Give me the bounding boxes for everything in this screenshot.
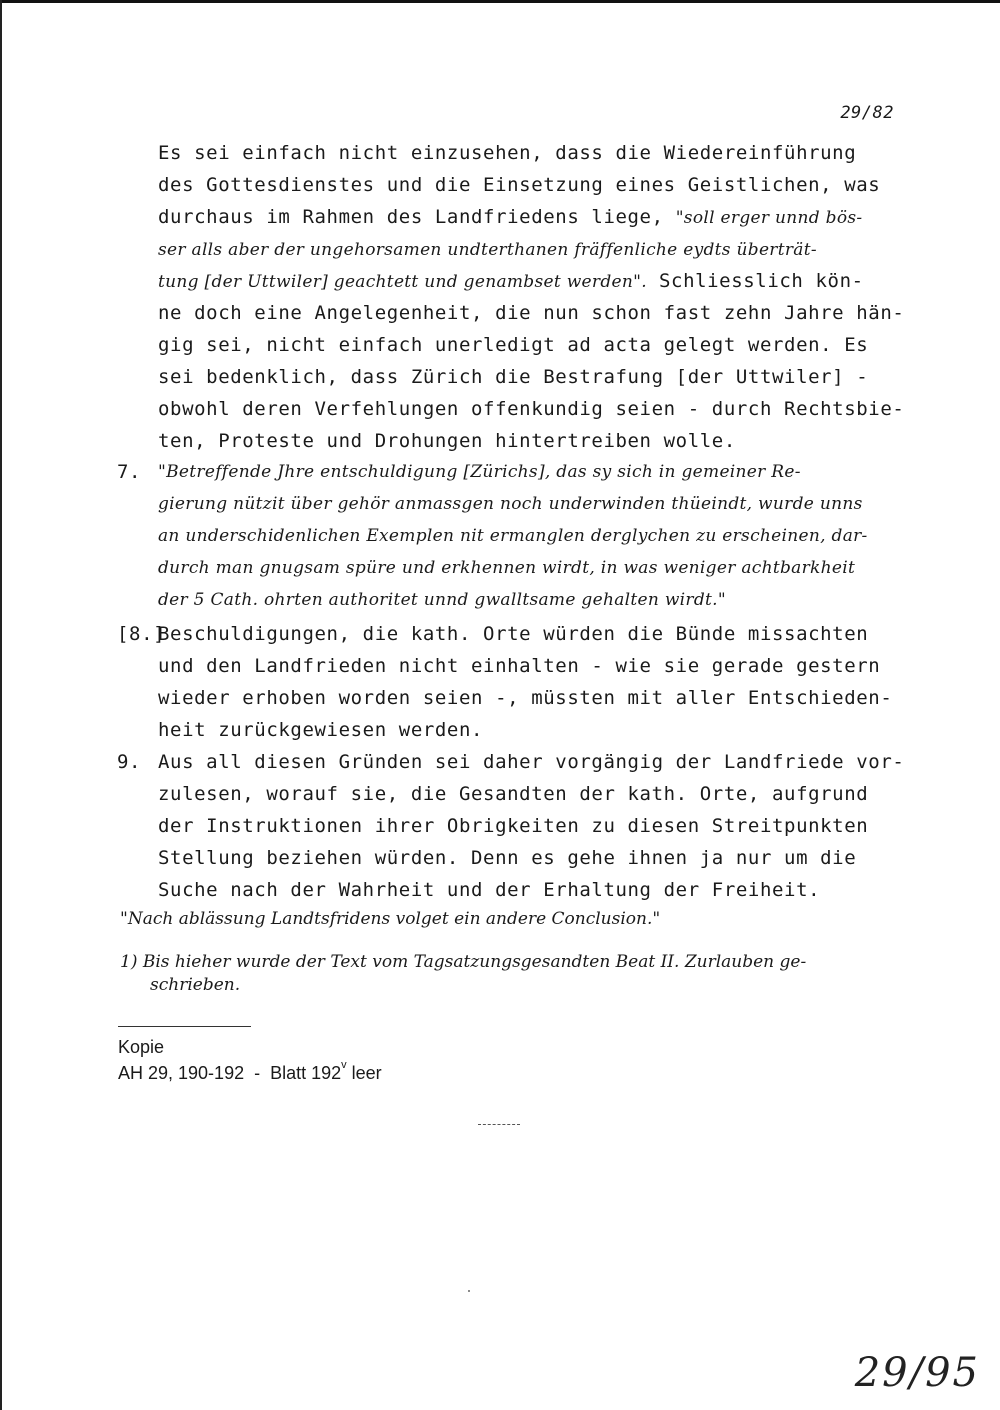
text-segment: obwohl deren Verfehlungen offenkundig seien - durch Rechtsbie- [158,398,905,420]
item9-line: der Instruktionen ihrer Obrigkeiten zu diesen Streitpunkten [158,815,869,837]
source-reference [118,1058,382,1084]
text-segment: gig sei, nicht einfach unerledigt ad acta gelegt werden. Es [158,334,869,356]
scan-edge-left [0,0,2,1410]
page-number: 29/82 [840,103,894,123]
paragraph-line [158,397,905,421]
item7-line: der 5 Cath. ohrten authoritet unnd gwalltsame gehalten wirdt." [158,590,726,610]
item8-line: wieder erhoben worden seien -, müssten mit aller Entschieden- [158,687,893,709]
scan-dash-mark [478,1124,520,1126]
item-7-marker: 7. [117,461,142,483]
item7-line: gierung nützit über gehör anmassgen noch underwinden thüeindt, wurde unns [158,494,863,514]
scan-dot [468,1290,470,1292]
item-9-marker: 9. [117,751,142,773]
text-segment: ten, Proteste und Drohungen hintertreiben wolle. [158,430,736,452]
item9-line: Stellung beziehen würden. Denn es gehe ihnen ja nur um die [158,847,857,869]
paragraph-line [158,333,902,357]
scan-edge-top [0,0,1000,3]
item7-line: durch man gnugsam spüre und erkhennen wirdt, in was weniger achtbarkheit [158,558,856,578]
handwritten-number: 29/95 [854,1350,980,1396]
footnote-line-2: schrieben. [150,975,241,995]
item-8-marker: [8.] [117,623,166,645]
source-kopie: Kopie [118,1037,165,1057]
paragraph-line [158,429,902,453]
item8-line: und den Landfrieden nicht einhalten - wie sie gerade gestern [158,655,881,677]
source-ref-leer: leer [346,1063,382,1083]
closing-quote: "Nach ablässung Landtsfridens volget ein andere Conclusion." [120,909,661,929]
paragraph-line [158,205,902,230]
item9-line: Aus all diesen Gründen sei daher vorgängig der Landfriede vor- [158,751,905,773]
text-segment: Schliesslich kön- [646,270,864,292]
text-segment: ser alls aber der ungehorsamen undterthanen fräffenliche eydts überträt- [158,240,817,260]
footnote-divider [118,1026,251,1027]
text-segment: "soll erger unnd bös- [675,208,863,228]
paragraph-line [158,301,905,325]
paragraph-line [158,365,902,389]
text-segment: Es sei einfach nicht einzusehen, dass die Wiedereinführung [158,142,857,164]
item9-line: zulesen, worauf sie, die Gesandten der kath. Orte, aufgrund [158,783,869,805]
paragraph-line [158,173,902,197]
item8-line: heit zurückgewiesen werden. [158,719,484,741]
text-segment: des Gottesdienstes und die Einsetzung eines Geistlichen, was [158,174,881,196]
text-segment: durchaus im Rahmen des Landfriedens liege, [158,206,676,228]
paragraph-line [158,269,902,294]
item7-line: an underschidenlichen Exemplen nit ermanglen derglychen zu erscheinen, dar- [158,526,868,546]
footnote-line-1: 1) Bis hieher wurde der Text vom Tagsatzungsgesandten Beat II. Zurlauben ge- [120,952,807,972]
text-segment: tung [der Uttwiler] geachtett und genambset werden". [158,272,647,292]
item8-line: Beschuldigungen, die kath. Orte würden die Bünde missachten [158,623,869,645]
paragraph-line [158,141,902,165]
item9-line: Suche nach der Wahrheit und der Erhaltung der Freiheit. [158,879,821,901]
source-ref-superscript: v [341,1059,347,1071]
text-segment: sei bedenklich, dass Zürich die Bestrafung [der Uttwiler] - [158,366,869,388]
source-ref-text: AH 29, 190-192 - Blatt 192 [118,1063,342,1083]
item7-line: "Betreffende Jhre entschuldigung [Zürichs], das sy sich in gemeiner Re- [158,462,801,482]
paragraph-line [158,237,902,262]
text-segment: ne doch eine Angelegenheit, die nun schon fast zehn Jahre hän- [158,302,905,324]
